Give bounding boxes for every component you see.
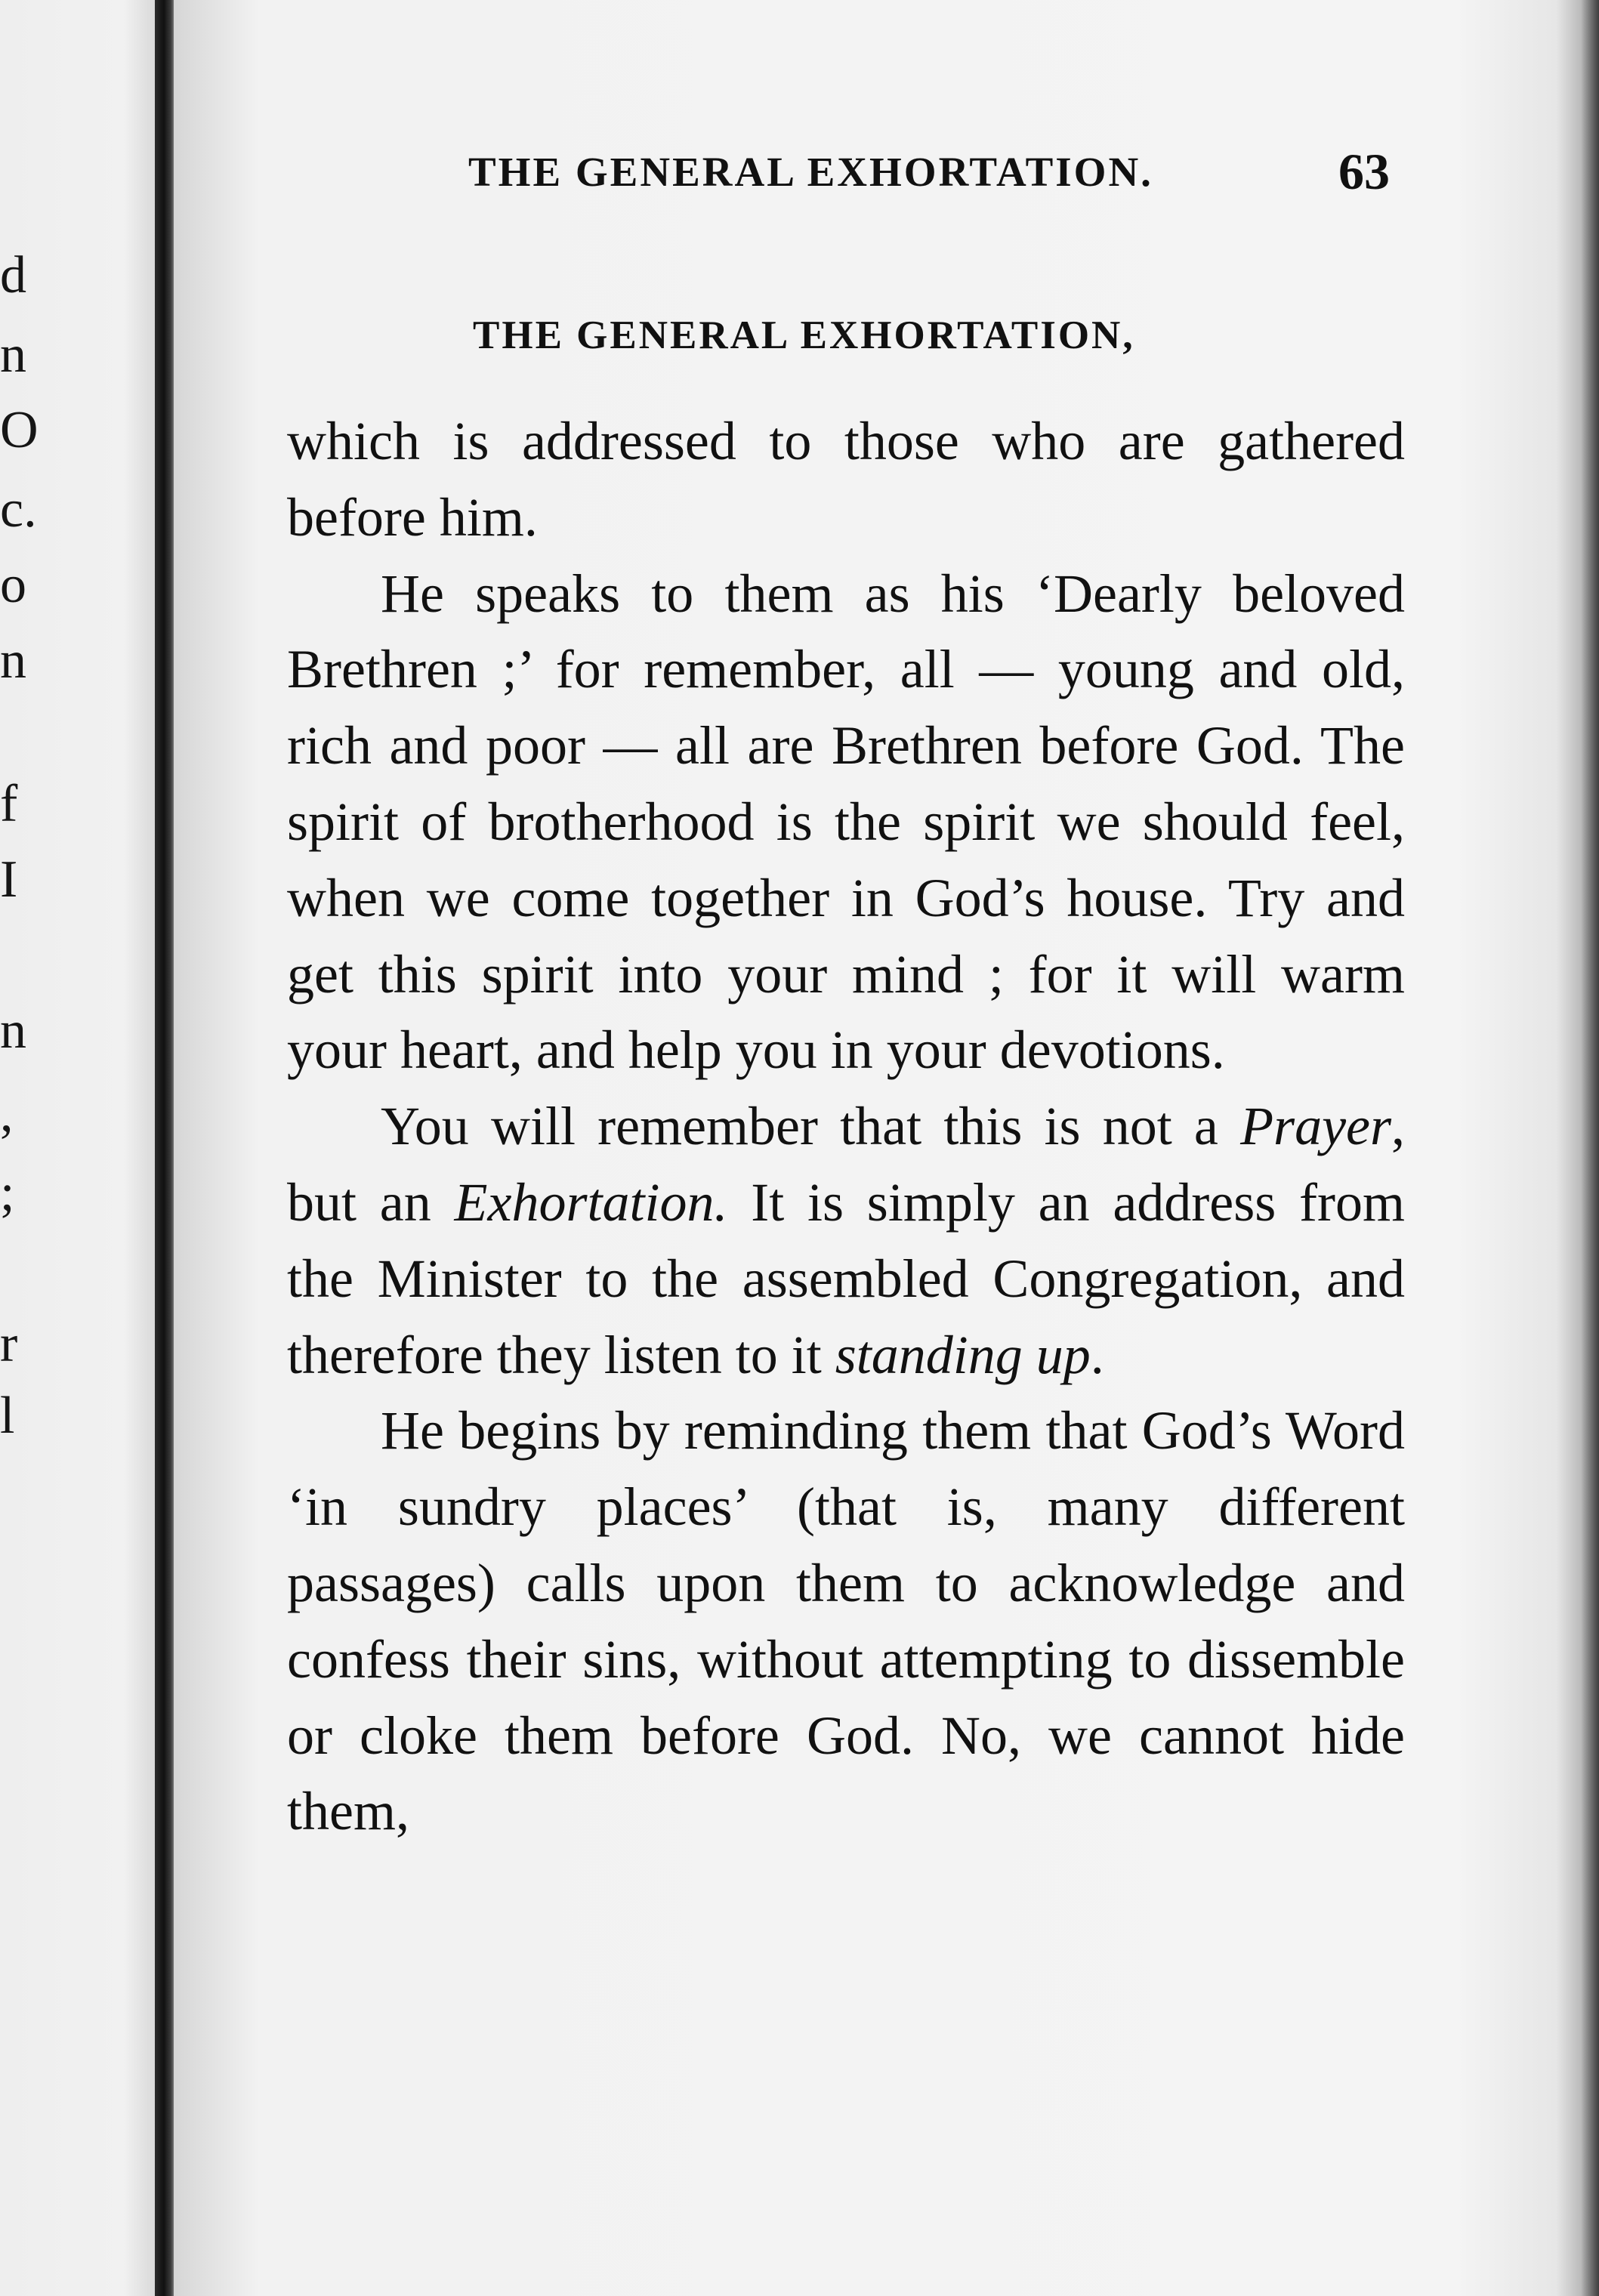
text-run: It is simply an address from the Minister to the assembled Congregation, and therefore they listen to it [287, 1171, 1405, 1385]
running-head [468, 143, 1390, 208]
paragraph [287, 1088, 1405, 1393]
facing-page-edge [0, 0, 155, 2296]
facing-page-fragment: f [0, 775, 18, 833]
section-title: THE GENERAL EXHORTATION, [473, 313, 1135, 357]
page-edge-shadow [1581, 0, 1599, 2296]
facing-page-fragment: r [0, 1315, 18, 1373]
body-text [287, 403, 1405, 1850]
facing-page-fragment: , [0, 1085, 14, 1143]
facing-page-fragment: n [0, 631, 26, 690]
paragraph: which is addressed to those who are gathered before him. [287, 411, 1405, 548]
page-number: 63 [1338, 143, 1390, 200]
paragraph: He speaks to them as his ‘Dearly beloved Brethren ;’ for remember, all — young and old, rich and poor — all are Brethren before God. The spirit of brotherhood is the spirit we should feel, when we come together in God’s house. Try and get this spirit into your mind ; for it will warm your heart, and help you in your devotions. [287, 563, 1405, 1081]
facing-page-fragment: l [0, 1387, 15, 1445]
facing-page-fragment: O [0, 401, 39, 459]
text-run: You will remember that this is not a [381, 1096, 1241, 1157]
italic-text: Exhortation. [454, 1171, 728, 1233]
facing-page-fragment: c. [0, 480, 37, 539]
italic-text: Prayer [1240, 1096, 1391, 1157]
facing-page-fragment: o [0, 556, 26, 614]
facing-page-fragment: n [0, 1001, 26, 1060]
text-run: . [1090, 1324, 1104, 1385]
text-run: , but an [287, 1096, 1405, 1233]
facing-page-fragment: n [0, 326, 26, 384]
facing-page-fragment: ; [0, 1164, 15, 1222]
facing-page-fragment: d [0, 246, 26, 304]
running-title: THE GENERAL EXHORTATION. [468, 149, 1153, 195]
facing-page-fragment: I [0, 850, 18, 909]
italic-text: standing up [835, 1324, 1091, 1385]
paragraph: He begins by reminding them that God’s Word ‘in sundry places’ (that is, many different passages) calls upon them to acknowledge and confess their sins, without attempting to dissemble or cloke them before God. No, we cannot hide them, [287, 1400, 1405, 1842]
